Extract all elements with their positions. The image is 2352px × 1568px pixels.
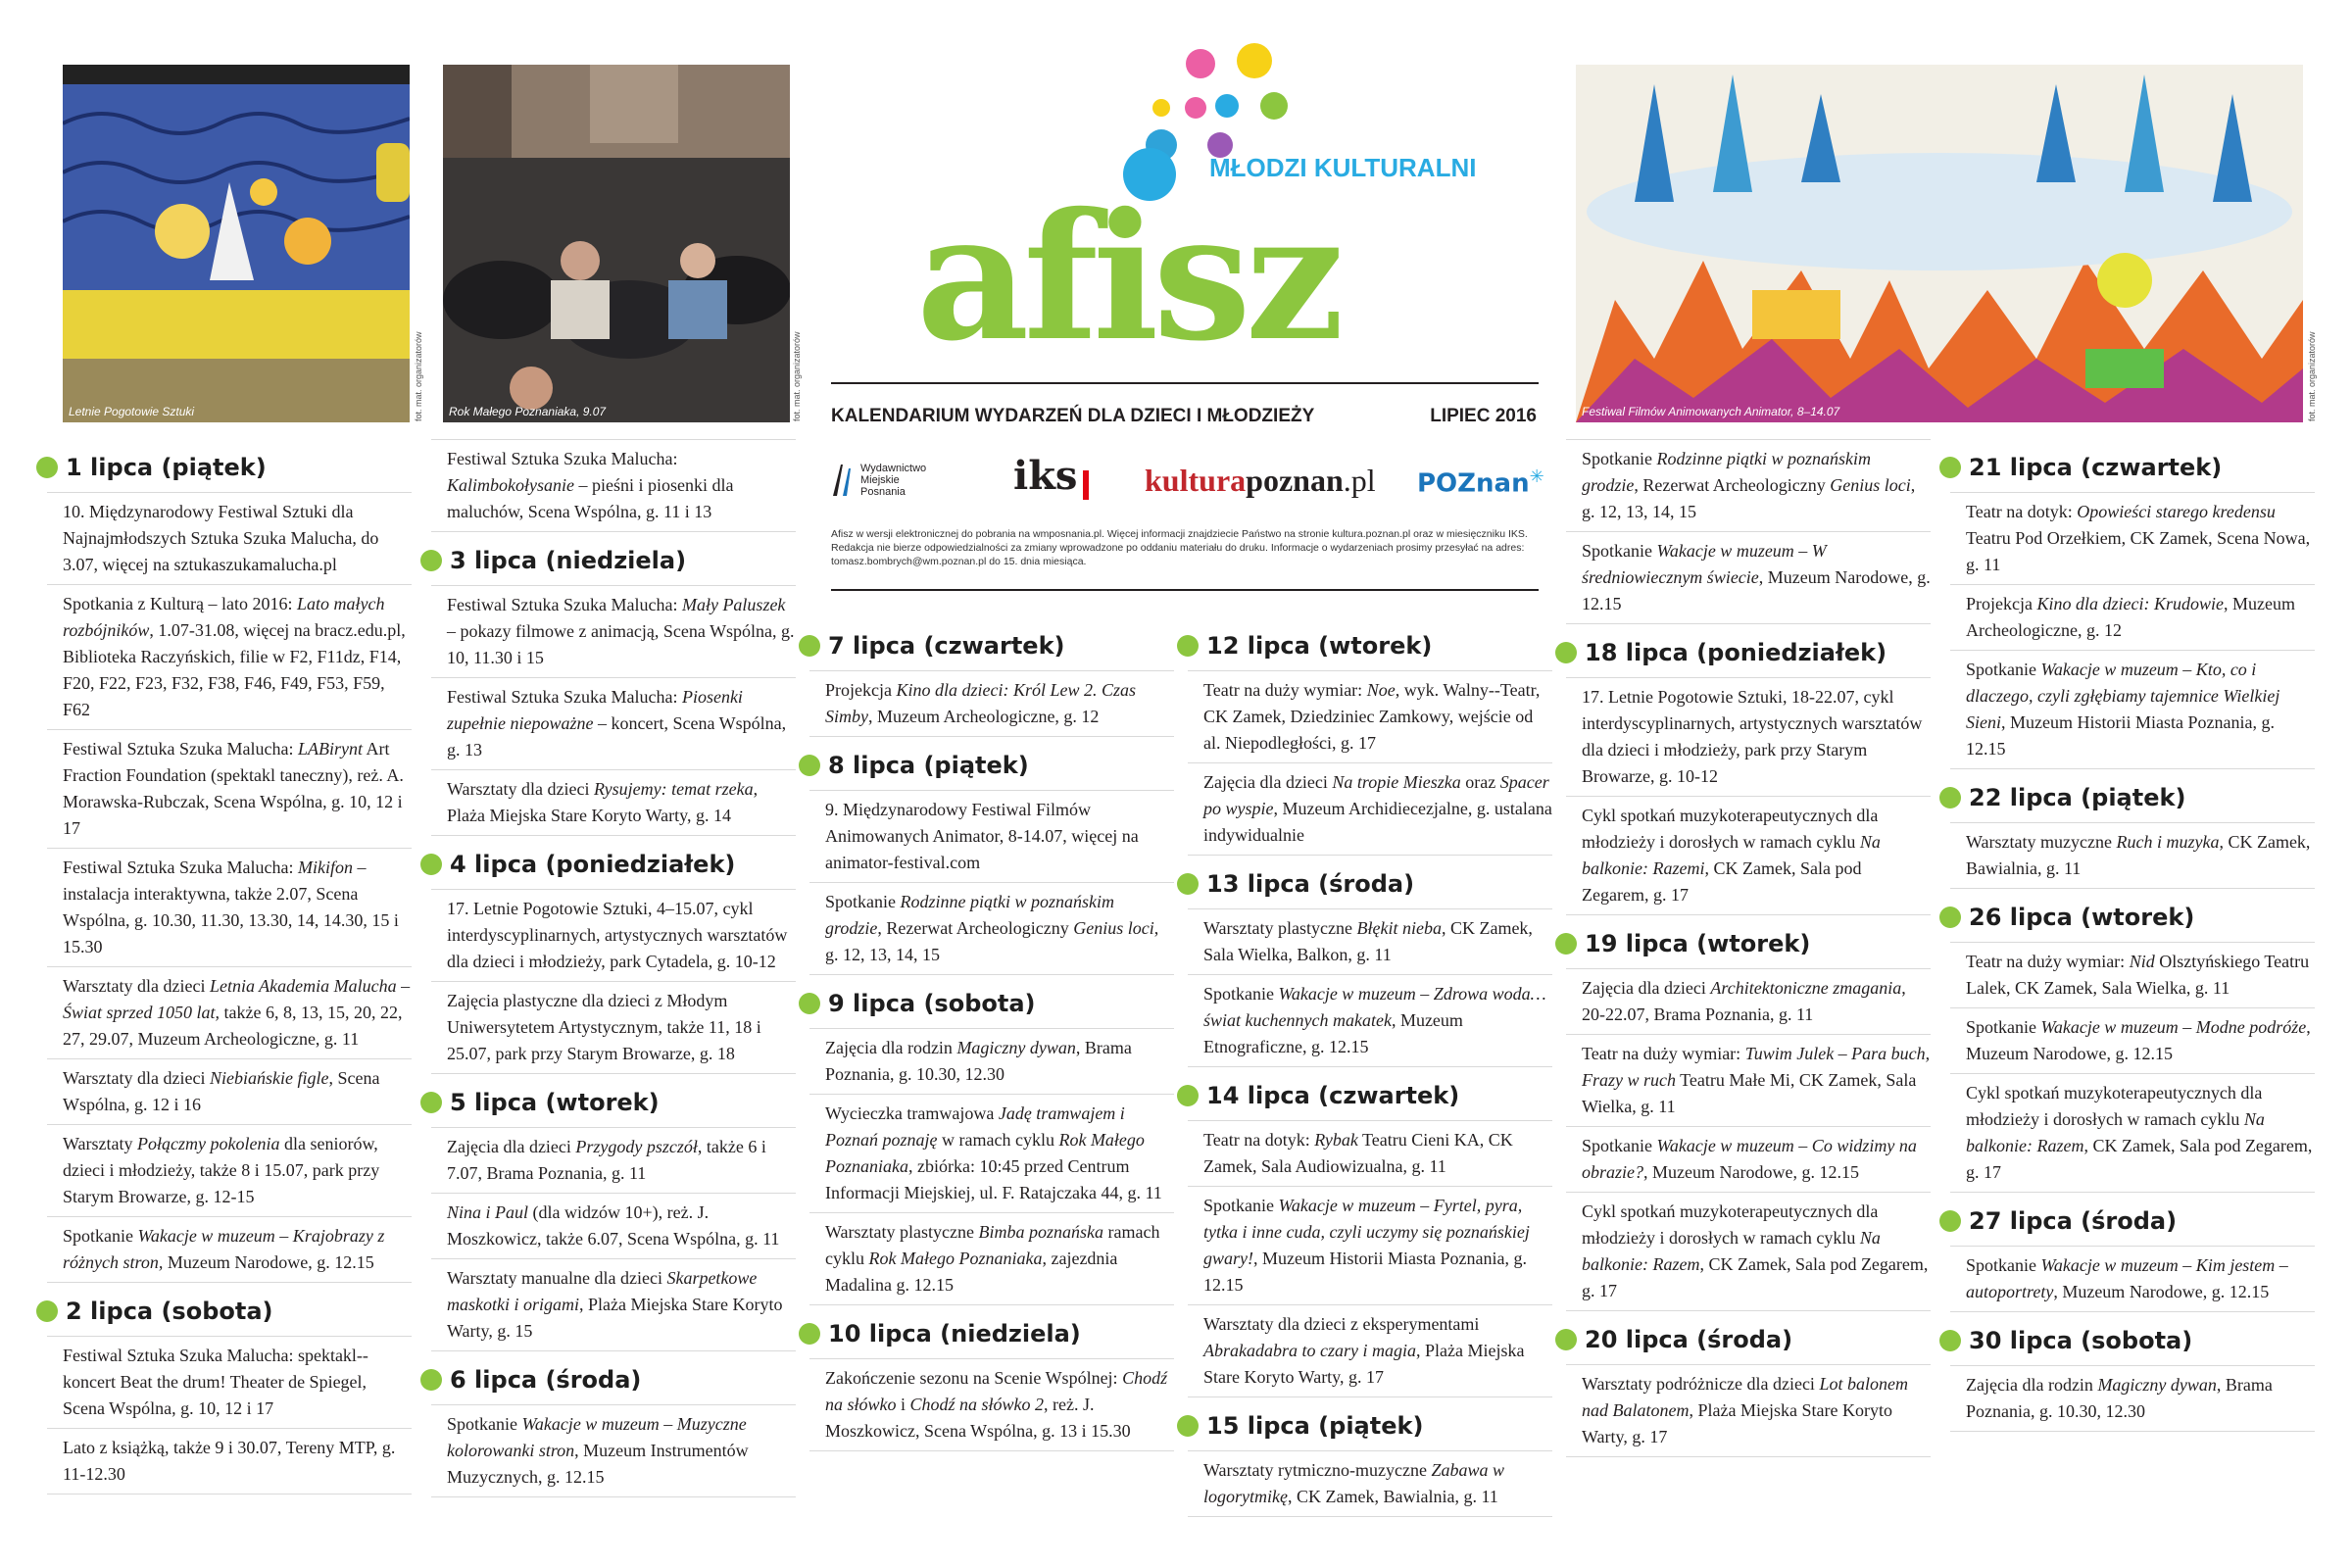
day-heading — [809, 975, 1174, 1028]
logo-kulturapoznan[interactable] — [1145, 463, 1376, 499]
event-item: Festiwal Sztuka Szuka Malucha: spektakl--koncert Beat the drum! Theater de Spiegel, Scena Wspólna, g. 10, 12 i 17 — [47, 1336, 412, 1429]
day-heading — [1950, 769, 2315, 822]
event-item: Cykl spotkań muzykoterapeutycznych dla młodzieży i dorosłych w ramach cyklu Na balkonie: Razem, CK Zamek, Sala pod Zegarem, g. 17 — [1566, 1193, 1931, 1311]
day-label: 27 lipca (środa) — [1969, 1207, 2178, 1235]
event-item: Zajęcia plastyczne dla dzieci z Młodym Uniwersytetem Artystycznym, także 11, 18 i 25.07, park przy Starym Browarze, g. 18 — [431, 982, 796, 1074]
logo-poznan-text: POZnan — [1417, 468, 1530, 499]
header-rule-top — [831, 382, 1539, 384]
day-heading — [431, 1351, 796, 1404]
photo-rok-malego-poznaniaka — [443, 65, 790, 422]
day-heading — [1566, 1311, 1931, 1364]
event-item: Spotkanie Wakacje w muzeum – Co widzimy na obrazie?, Muzeum Narodowe, g. 12.15 — [1566, 1127, 1931, 1193]
day-heading — [431, 532, 796, 585]
event-item: Spotkanie Wakacje w muzeum – Kto, co i dlaczego, czyli zgłębiamy tajemnice Wielkiej Sieni, Muzeum Historii Miasta Poznania, g. 12.15 — [1950, 651, 2315, 769]
month-label: LIPIEC 2016 — [1430, 406, 1537, 426]
day-label: 21 lipca (czwartek) — [1969, 454, 2223, 481]
day-label: 18 lipca (poniedziałek) — [1585, 639, 1887, 666]
logo-iks-text: iks — [1013, 453, 1078, 499]
logo-kultura-red: kultura — [1145, 463, 1247, 498]
bullet-dot-icon — [1555, 933, 1577, 955]
bullet-dot-icon — [799, 1323, 820, 1345]
logo-dot-pink-small — [1185, 97, 1206, 119]
bullet-dot-icon — [1177, 1415, 1199, 1437]
event-item: Festiwal Sztuka Szuka Malucha: LABirynt Art Fraction Foundation (spektakl taneczny), reż. A. Morawska-Rubczak, Scena Wspólna, g. 10, 12 i 17 — [47, 730, 412, 849]
day-label: 15 lipca (piątek) — [1206, 1412, 1424, 1440]
event-item: Cykl spotkań muzykoterapeutycznych dla młodzieży i dorosłych w ramach cyklu Na balkonie: Razem, CK Zamek, Sala pod Zegarem, g. 17 — [1950, 1074, 2315, 1193]
partner-logos — [831, 453, 1544, 506]
event-item: Teatr na duży wymiar: Tuwim Julek – Para buch, Frazy w ruch Teatru Małe Mi, CK Zamek, Sala Wielka, g. 11 — [1566, 1035, 1931, 1127]
event-item: Festiwal Sztuka Szuka Malucha: Mikifon – instalacja interaktywna, także 2.07, Scena Wspólna, g. 10.30, 11.30, 13.30, 14, 14.30, 15 i 15.30 — [47, 849, 412, 967]
bullet-dot-icon — [1939, 1210, 1961, 1232]
day-heading — [1950, 1193, 2315, 1246]
event-item: Projekcja Kino dla dzieci: Król Lew 2. Czas Simby, Muzeum Archeologiczne, g. 12 — [809, 670, 1174, 737]
column-3 — [809, 617, 1174, 1451]
event-item: 10. Międzynarodowy Festiwal Sztuki dla Najnajmłodszych Sztuka Szuka Malucha, do 3.07, więcej na sztukaszukamalucha.pl — [47, 492, 412, 585]
day-label: 2 lipca (sobota) — [66, 1298, 273, 1325]
bullet-dot-icon — [1939, 787, 1961, 808]
wydawnictwo-icon — [831, 461, 855, 500]
fine-print: Afisz w wersji elektronicznej do pobrania na wmposnania.pl. Więcej informacji znajdziecie Państwo na stronie kultura.poznan.pl oraz w miesięczniku IKS. Redakcja nie bierze odpowiedzialności za zmiany wprowadzone po oddaniu materiału do druku. Informacje o wydarzeniach prosimy przesyłać na adres: tomasz.bombrych@wm.poznan.pl do 15. dnia miesiąca. — [831, 528, 1528, 567]
day-label: 26 lipca (wtorek) — [1969, 904, 2195, 931]
day-label: 12 lipca (wtorek) — [1206, 632, 1433, 660]
day-label: 1 lipca (piątek) — [66, 454, 267, 481]
event-item: Zajęcia dla dzieci Przygody pszczół, także 6 i 7.07, Brama Poznania, g. 11 — [431, 1127, 796, 1194]
photo-crowd-illustration — [443, 65, 790, 422]
day-label: 20 lipca (środa) — [1585, 1326, 1793, 1353]
event-item: Spotkania z Kulturą – lato 2016: Lato małych rozbójników, 1.07-31.08, więcej na bracz.edu.pl, Biblioteka Raczyńskich, filie w F2, F11dz, F14, F20, F22, F23, F32, F38, F46, F49, F53, F59, F62 — [47, 585, 412, 730]
photo-credit: fot. mat. organizatorów — [792, 331, 802, 421]
event-item: Festiwal Sztuka Szuka Malucha: Mały Paluszek – pokazy filmowe z animacją, Scena Wspólna, g. 10, 11.30 i 15 — [431, 585, 796, 678]
event-item: Warsztaty plastyczne Błękit nieba, CK Zamek, Sala Wielka, Balkon, g. 11 — [1188, 908, 1552, 975]
event-item: Festiwal Sztuka Szuka Malucha: Kalimbokołysanie – pieśni i piosenki dla maluchów, Scena Wspólna, g. 11 i 13 — [431, 439, 796, 532]
event-item: Warsztaty manualne dla dzieci Skarpetkowe maskotki i origami, Plaża Miejska Stare Koryto Warty, g. 15 — [431, 1259, 796, 1351]
day-heading — [809, 737, 1174, 790]
event-item: Warsztaty dla dzieci Letnia Akademia Malucha – Świat sprzed 1050 lat, także 6, 8, 13, 15, 20, 22, 27, 29.07, Muzeum Archeologiczne, g. 11 — [47, 967, 412, 1059]
event-item: Warsztaty muzyczne Ruch i muzyka, CK Zamek, Bawialnia, g. 11 — [1950, 822, 2315, 889]
bullet-dot-icon — [36, 457, 58, 478]
day-heading — [1188, 1067, 1552, 1120]
header-rule-bottom — [831, 589, 1539, 591]
bullet-dot-icon — [420, 854, 442, 875]
day-heading — [809, 617, 1174, 670]
event-item: Lato z książką, także 9 i 30.07, Tereny MTP, g. 11-12.30 — [47, 1429, 412, 1494]
event-item: Warsztaty Połączmy pokolenia dla seniorów, dzieci i młodzieży, także 8 i 15.07, park przy Starym Browarze, g. 12-15 — [47, 1125, 412, 1217]
event-item: Spotkanie Wakacje w muzeum – W średniowiecznym świecie, Muzeum Narodowe, g. 12.15 — [1566, 532, 1931, 624]
event-item: Spotkanie Rodzinne piątki w poznańskim grodzie, Rezerwat Archeologiczny Genius loci, g. 12, 13, 14, 15 — [1566, 439, 1931, 532]
bullet-dot-icon — [36, 1300, 58, 1322]
event-item: Teatr na duży wymiar: Nid Olsztyńskiego Teatru Lalek, CK Zamek, Sala Wielka, g. 11 — [1950, 942, 2315, 1008]
event-item: 17. Letnie Pogotowie Sztuki, 4–15.07, cykl interdyscyplinarnych, artystycznych warsztatów dla dzieci i młodzieży, park Cytadela, g. 10-12 — [431, 889, 796, 982]
day-heading — [1950, 1312, 2315, 1365]
logo-kultura-black: poznan — [1246, 463, 1344, 498]
event-item: Warsztaty dla dzieci Niebiańskie figle, Scena Wspólna, g. 12 i 16 — [47, 1059, 412, 1125]
event-item: Spotkanie Wakacje w muzeum – Kim jestem – autoportrety, Muzeum Narodowe, g. 12.15 — [1950, 1246, 2315, 1312]
day-label: 4 lipca (poniedziałek) — [450, 851, 736, 878]
logo-iks-bar — [1083, 470, 1089, 500]
day-label: 22 lipca (piątek) — [1969, 784, 2186, 811]
day-heading — [809, 1305, 1174, 1358]
bullet-dot-icon — [799, 755, 820, 776]
bullet-dot-icon — [1177, 873, 1199, 895]
logo-dot-green — [1260, 92, 1288, 120]
event-item: Warsztaty plastyczne Bimba poznańska ramach cyklu Rok Małego Poznaniaka, zajezdnia Madalina g. 12.15 — [809, 1213, 1174, 1305]
kalendarium-heading — [831, 406, 1537, 427]
event-item: Warsztaty podróżnicze dla dzieci Lot balonem nad Balatonem, Plaża Miejska Stare Koryto Warty, g. 17 — [1566, 1364, 1931, 1457]
photo-caption: Letnie Pogotowie Sztuki — [69, 405, 195, 418]
day-heading — [1950, 889, 2315, 942]
photo-letnie-pogotowie — [63, 65, 410, 422]
logo-wydawnictwo[interactable] — [831, 461, 929, 500]
day-heading — [431, 836, 796, 889]
photo-credit: fot. mat. organizatorów — [414, 331, 423, 421]
logo-iks[interactable] — [1013, 453, 1089, 500]
day-label: 14 lipca (czwartek) — [1206, 1082, 1460, 1109]
event-item: Warsztaty rytmiczno-muzyczne Zabawa w logorytmikę, CK Zamek, Bawialnia, g. 11 — [1188, 1450, 1552, 1517]
event-item: Spotkanie Wakacje w muzeum – Modne podróże, Muzeum Narodowe, g. 12.15 — [1950, 1008, 2315, 1074]
event-item: Spotkanie Wakacje w muzeum – Muzyczne kolorowanki stron, Muzeum Instrumentów Muzycznych, g. 12.15 — [431, 1404, 796, 1497]
event-item: Teatr na dotyk: Opowieści starego kredensu Teatru Pod Orzełkiem, CK Zamek, Scena Nowa, g. 11 — [1950, 492, 2315, 585]
kalendarium-title: KALENDARIUM WYDARZEŃ DLA DZIECI I MŁODZIEŻY — [831, 406, 1315, 426]
bullet-dot-icon — [1177, 635, 1199, 657]
day-heading — [47, 1283, 412, 1336]
logo-dot-pink — [1186, 49, 1215, 78]
event-item: Spotkanie Wakacje w muzeum – Zdrowa woda… świat kuchennych makatek, Muzeum Etnograficzne, g. 12.15 — [1188, 975, 1552, 1067]
event-item: Zajęcia dla rodzin Magiczny dywan, Brama Poznania, g. 10.30, 12.30 — [1950, 1365, 2315, 1432]
event-item: Warsztaty dla dzieci Rysujemy: temat rzeka, Plaża Miejska Stare Koryto Warty, g. 14 — [431, 770, 796, 836]
logo-dot-yellow — [1237, 43, 1272, 78]
day-label: 7 lipca (czwartek) — [828, 632, 1065, 660]
event-item: Zajęcia dla dzieci Na tropie Mieszka oraz Spacer po wyspie, Muzeum Archidiecezjalne, g. ustalana indywidualnie — [1188, 763, 1552, 856]
day-label: 6 lipca (środa) — [450, 1366, 642, 1394]
logo-subtitle: MŁODZI KULTURALNI — [1209, 153, 1477, 182]
day-label: 30 lipca (sobota) — [1969, 1327, 2193, 1354]
event-item: Cykl spotkań muzykoterapeutycznych dla młodzieży i dorosłych w ramach cyklu Na balkonie: Razemi, CK Zamek, Sala pod Zegarem, g. 17 — [1566, 797, 1931, 915]
photo-art-illustration — [63, 65, 410, 422]
logo-dot-yellow-small — [1152, 99, 1170, 117]
day-label: 3 lipca (niedziela) — [450, 547, 687, 574]
bullet-dot-icon — [1939, 457, 1961, 478]
photo-caption: Festiwal Filmów Animowanych Animator, 8–14.07 — [1582, 405, 1840, 418]
day-heading — [1950, 439, 2315, 492]
column-5 — [1566, 439, 1931, 1457]
bullet-dot-icon — [1939, 1330, 1961, 1351]
event-item: 9. Międzynarodowy Festiwal Filmów Animowanych Animator, 8-14.07, więcej na animator-festival.com — [809, 790, 1174, 883]
day-heading — [1188, 856, 1552, 908]
logo-dot-blue-small — [1215, 94, 1239, 118]
photo-caption: Rok Małego Poznaniaka, 9.07 — [449, 405, 607, 418]
day-heading — [431, 1074, 796, 1127]
day-label: 19 lipca (wtorek) — [1585, 930, 1811, 957]
event-item: Warsztaty dla dzieci z eksperymentami Abrakadabra to czary i magia, Plaża Miejska Stare Koryto Warty, g. 17 — [1188, 1305, 1552, 1397]
column-1 — [47, 439, 412, 1494]
bullet-dot-icon — [1177, 1085, 1199, 1106]
event-item: Zajęcia dla rodzin Magiczny dywan, Brama Poznania, g. 10.30, 12.30 — [809, 1028, 1174, 1095]
bullet-dot-icon — [420, 1092, 442, 1113]
bullet-dot-icon — [1555, 1329, 1577, 1350]
bullet-dot-icon — [1555, 642, 1577, 663]
event-item: Spotkanie Rodzinne piątki w poznańskim grodzie, Rezerwat Archeologiczny Genius loci, g. 12, 13, 14, 15 — [809, 883, 1174, 975]
photo-fantasy-illustration — [1576, 65, 2303, 422]
bullet-dot-icon — [1939, 906, 1961, 928]
afisz-logo — [823, 39, 1548, 392]
day-label: 13 lipca (środa) — [1206, 870, 1415, 898]
photo-animator — [1576, 65, 2303, 422]
logo-kultura-pl: .pl — [1343, 463, 1376, 498]
event-item: Teatr na dotyk: Rybak Teatru Cieni KA, CK Zamek, Sala Audiowizualna, g. 11 — [1188, 1120, 1552, 1187]
event-item: Festiwal Sztuka Szuka Malucha: Piosenki zupełnie niepoważne – koncert, Scena Wspólna, g. 13 — [431, 678, 796, 770]
event-item: 17. Letnie Pogotowie Sztuki, 18-22.07, cykl interdyscyplinarnych, artystycznych warsztatów dla dzieci i młodzieży, park przy Starym Browarze, g. 10-12 — [1566, 677, 1931, 797]
event-item: Teatr na duży wymiar: Noe, wyk. Walny--Teatr, CK Zamek, Dziedziniec Zamkowy, wejście od al. Niepodległości, g. 17 — [1188, 670, 1552, 763]
column-2 — [431, 439, 796, 1497]
photo-credit: fot. mat. organizatorów — [2307, 331, 2317, 421]
day-heading — [47, 439, 412, 492]
bullet-dot-icon — [420, 1369, 442, 1391]
event-item: Projekcja Kino dla dzieci: Krudowie, Muzeum Archeologiczne, g. 12 — [1950, 585, 2315, 651]
star-icon: ✳ — [1529, 466, 1544, 487]
event-item: Zakończenie sezonu na Scenie Wspólnej: Chodź na słówko i Chodź na słówko 2, reż. J. Moszkowicz, Scena Wspólna, g. 13 i 15.30 — [809, 1358, 1174, 1451]
day-label: 9 lipca (sobota) — [828, 990, 1036, 1017]
logo-wydawnictwo-text: Wydawnictwo Miejskie Posnania — [860, 463, 927, 498]
day-heading — [1566, 624, 1931, 677]
event-item: Zajęcia dla dzieci Architektoniczne zmagania, 20-22.07, Brama Poznania, g. 11 — [1566, 968, 1931, 1035]
column-6 — [1950, 439, 2315, 1432]
day-heading — [1188, 617, 1552, 670]
logo-poznan[interactable] — [1417, 466, 1544, 499]
day-heading — [1566, 915, 1931, 968]
bullet-dot-icon — [799, 635, 820, 657]
day-label: 8 lipca (piątek) — [828, 752, 1029, 779]
event-item: Spotkanie Wakacje w muzeum – Krajobrazy z różnych stron, Muzeum Narodowe, g. 12.15 — [47, 1217, 412, 1283]
logo-wordmark: afisz — [916, 174, 1339, 379]
column-4 — [1188, 617, 1552, 1517]
bullet-dot-icon — [799, 993, 820, 1014]
day-label: 5 lipca (wtorek) — [450, 1089, 660, 1116]
bullet-dot-icon — [420, 550, 442, 571]
day-heading — [1188, 1397, 1552, 1450]
day-label: 10 lipca (niedziela) — [828, 1320, 1081, 1348]
event-item: Wycieczka tramwajowa Jadę tramwajem i Poznań poznaję w ramach cyklu Rok Małego Poznaniaka, zbiórka: 10:45 przed Centrum Informacji Miejskiej, ul. F. Ratajczaka 44, g. 11 — [809, 1095, 1174, 1213]
event-item: Spotkanie Wakacje w muzeum – Fyrtel, pyra, tytka i inne cuda, czyli uczymy się poznańskiej gwary!, Muzeum Historii Miasta Poznania, g. 12.15 — [1188, 1187, 1552, 1305]
event-item: Nina i Paul (dla widzów 10+), reż. J. Moszkowicz, także 6.07, Scena Wspólna, g. 11 — [431, 1194, 796, 1259]
